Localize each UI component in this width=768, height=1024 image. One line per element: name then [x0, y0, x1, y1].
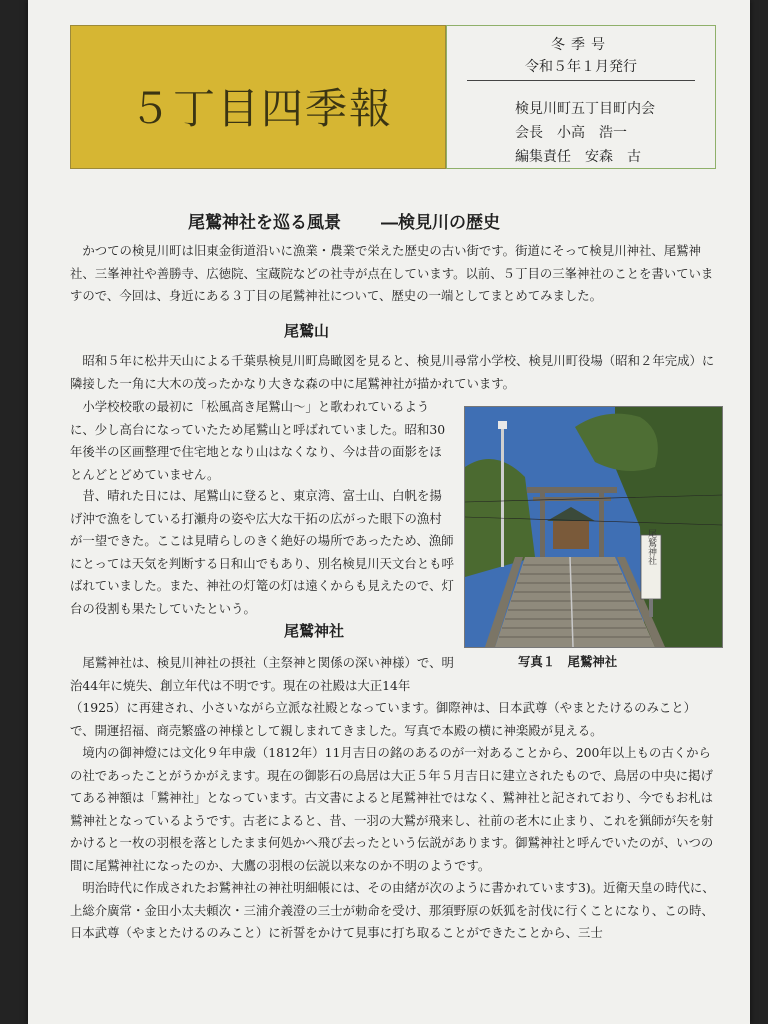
photo-torii-right-post	[599, 493, 604, 563]
shrine-paragraph-2: 境内の御神燈には文化９年申歳（1812年）11月吉日の銘のあるのが一対あることから、200年以上もの古くからの社であったことがうかがえます。現在の御影石の鳥居は大正５年５月吉日に建立されたもので、鳥居の中央に掲げてある神額は「鷲神社」となっています。古文書によると尾鷲神社ではなく、鷲神社と記されており、今でもお札は鷲神社となっているようです。古老によると、昔、一羽の大鷲が飛来し、社前の老木に止まり、これを猟師が矢を射かけると一枚の羽根を落としたまま何処かへ飛び去ったという伝説があります。御鷲神社と呼んでいたのが、いつの間に尾鷲神社になったのか、大鷹の羽根の伝説以来なのか不明のようです。	[70, 745, 714, 873]
shrine-paragraph-3: 明治時代に作成されたお鷲神社の神社明細帳には、その由緒が次のように書かれています3)。近衛天皇の時代に、上総介廣常・金田小太夫頼次・三浦介義澄の三士が勅命を受け、那須野原の妖狐を討伐に行くことになり、この時、日本武尊（やまとたけるのみこと）に祈誓をかけて見事に打ち取ることができたことから、三士	[70, 880, 715, 940]
shrine-photo	[464, 406, 723, 648]
photo-torii-left-post	[540, 493, 545, 563]
photo-torii-top	[527, 487, 617, 493]
article-subtitle: ―検見川の歴史	[381, 213, 500, 233]
newsletter-page	[28, 0, 750, 1024]
masthead-title-box	[70, 25, 446, 169]
editor: 編集責任 安森 古	[515, 149, 641, 165]
photo-lamp-pole	[501, 427, 504, 567]
shrine-paragraph-1a: 尾鷲神社は、検見川神社の摂社（主祭神と関係の深い神様）で、明治44年に焼失、創立年代は不明です。現在の社殿は大正14年	[70, 655, 454, 693]
osagiyama-paragraph-1: 昭和５年に松井天山による千葉県検見川町鳥瞰図を見ると、検見川尋常小学校、検見川町役場（昭和２年完成）に隣接した一角に大木の茂ったかなり大きな森の中に尾鷲神社が描かれています。	[70, 353, 715, 391]
issue-season: 冬季号	[551, 37, 611, 53]
photo-lamp-head	[498, 421, 507, 429]
photo-sign-text: 尾鷲神社	[646, 529, 656, 565]
section-heading-osagi-shrine: 尾鷲神社	[284, 622, 345, 640]
publisher-org: 検見川町五丁目町内会	[515, 101, 655, 117]
article-title	[188, 208, 500, 233]
osagiyama-paragraph-2: 小学校校歌の最初に「松風高き尾鷲山〜」と歌われているように、少し高台になっていたため尾鷲山と呼ばれていました。昭和30年後半の区画整理で住宅地となり山はなくなり、今は昔の面影をほとんどとどめていません。	[70, 399, 446, 482]
shrine-paragraph-1b: （1925）に再建され、小さいながら立派な社殿となっています。御際神は、日本武尊（やまとたけるのみこと）で、開運招福、商売繁盛の神様として親しまれてきました。写真で本殿の横に神楽殿が見える。	[70, 700, 697, 738]
intro-paragraph: かつての検見川町は旧東金街道沿いに漁業・農業で栄えた歴史の古い街です。街道にそって検見川神社、尾鷲神社、三峯神社や善勝寺、広徳院、宝蔵院などの社寺が点在しています。以前、５丁目の三峯神社のことを書いていますので、今回は、身近にある３丁目の尾鷲神社について、歴史の一端としてまとめてみました。	[70, 243, 714, 303]
section-heading-osagiyama: 尾鷲山	[284, 322, 330, 340]
masthead-info-box	[446, 25, 716, 169]
article-title-main: 尾鷲神社を巡る風景	[188, 213, 341, 233]
newsletter-title: ５丁目四季報	[129, 84, 394, 133]
issue-date: 令和５年１月発行	[525, 59, 637, 75]
masthead-divider	[467, 80, 695, 81]
photo-caption: 写真１ 尾鷲神社	[518, 654, 618, 669]
osagiyama-paragraph-3: 昔、晴れた日には、尾鷲山に登ると、東京湾、富士山、白帆を揚げ沖で漁をしている打瀬舟の姿や広大な干拓の広がった眼下の漁村が一望できた。ここは見晴らしのきく絶好の場所であったため、漁師にとっては天気を判断する日和山でもあり、別名検見川天文台とも呼ばれていました。また、神社の灯篭の灯は遠くからも見えたので、灯台の役割も果たしていたという。	[70, 488, 454, 616]
photo-sign-leg	[649, 599, 653, 617]
photo-shrine-hall	[553, 519, 589, 549]
chairperson: 会長 小高 浩一	[515, 125, 627, 141]
